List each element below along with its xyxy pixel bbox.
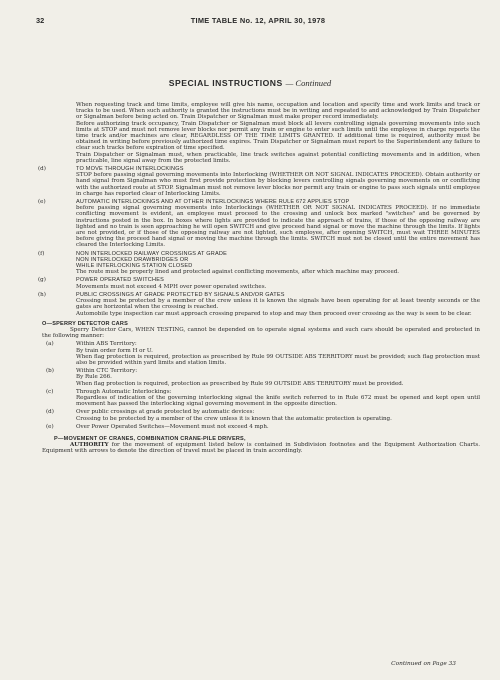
- intro-paragraph: When requesting track and time limits, employee will give his name, occupation and location and specify time and work limits and track or tracks to be used. When such authority is granted the instructions must be in writing and repeated to and acknowledged by Train Dispatcher or Signalman before being acted on. Train Dispatcher or Signalman must make proper record immediately.: [76, 102, 480, 121]
- sperry-sub-b: [42, 368, 480, 387]
- sub-label: (d): [46, 409, 54, 416]
- item-text: Crossing must be protected by a member of the crew unless it is known the signals have been operating for at least twenty seconds or the gates are horizontal when the crossing is reached.: [76, 298, 480, 311]
- item-heading: NON INTERLOCKED RAILWAY CROSSINGS AT GRADE: [76, 250, 228, 257]
- timetable-title: TIME TABLE No. 12, APRIL 30, 1978: [190, 16, 326, 25]
- sub-line: Regardless of indication of the governing interlocking signal the knife switch referred to in Rule 672 must be opened and kept open until movement has passed the interlocking signal governing movement in the opposite direction.: [76, 394, 480, 408]
- running-header: [36, 16, 480, 28]
- sperry-sub-a: [42, 341, 480, 366]
- intro-paragraph: Before authorizing track occupancy, Train Dispatcher or Signalman must block all levers controlling signals governing movements into such limits at STOP and must not remove lever blocks nor permit any train or engine to enter such limits until the employee in charge reports the time track and/or machines are clear, REGARDLESS OF THE TIME LIMITS GRANTED. If additional time is required, authority must be obtained in writing before previously authorized time expires. Train Dispatcher or Signalman must report to the Superintendent any failure to clear such tracks before expiration of time specified.: [76, 120, 480, 152]
- sub-label: (c): [46, 388, 54, 395]
- item-heading: TO MOVE THROUGH INTERLOCKINGS: [76, 166, 184, 173]
- authority-lead: AUTHORITY: [70, 442, 109, 449]
- item-text: before passing signal governing movements into Interlockings (WHETHER OR NOT SIGNAL INDICATES PROCEED). If no immediate conflicting movement is evident, an employee must proceed to the crossing and unlock box marked "switches" and be governed by instructions posted in the box. In boxes where lights are provided to indicate the approach of trains, if those of the opposing railway are lighted and no train is seen approaching he will open SWITCH and give proceed hand signal or move the machine through the limits. If lights are not provided, or if those of the opposing railway are not lighted, such employee, after opening SWITCH, must wait THREE MINUTES before giving the proceed hand signal or moving the machine through the limits. SWITCH must not be closed until the entire movement has cleared the Interlocking Limits.: [76, 205, 480, 249]
- sperry-sub-e: [42, 424, 480, 430]
- sub-line: By Rule 266.: [76, 374, 112, 381]
- page-title: [0, 78, 500, 88]
- sub-line: When flag protection is required, protection as prescribed by Rule 99 OUTSIDE ABS TERRITORY must be provided.: [76, 380, 404, 387]
- instruction-item-g: [38, 277, 480, 290]
- sub-line: By train order form H or U.: [76, 347, 153, 354]
- item-heading: WHILE INTERLOCKING STATION CLOSED: [76, 263, 193, 270]
- sub-line: Crossing to be protected by a member of the crew unless it is known that the automatic protection is operating.: [76, 415, 392, 422]
- section-text: [42, 442, 480, 454]
- authority-text: for the movement of equipment listed below is contained in Subdivision footnotes and the Equipment Authorization Charts. Equipment with arrows to denote the direction of travel must be placed in train accordingly.: [42, 442, 480, 455]
- item-text: Movements must not exceed 4 MPH over power operated switches.: [76, 283, 267, 290]
- instruction-item-e: [38, 199, 480, 249]
- item-heading: AUTOMATIC INTERLOCKINGS AND AT OTHER INTERLOCKINGS WHERE RULE 672 APPLIES STOP: [76, 199, 350, 206]
- sub-line: Over Power Operated Switches—Movement must not exceed 4 mph.: [76, 423, 269, 430]
- sub-line: Within ABS Territory:: [76, 341, 137, 348]
- item-text: STOP before passing signal governing movements into Interlocking (WHETHER OR NOT SIGNAL INDICATES PROCEED). Obtain authority or hand signal from Signalman who must first provide protection by blocking levers controlling signals governing movements on or conflicting with the authorized route at STOP. Signalman must not remove lever blocks nor permit any train or engine to pass such signals until employee in charge has reported clear of Interlocking Limits.: [76, 172, 480, 197]
- sub-line: Within CTC Territory:: [76, 368, 138, 375]
- item-label: (e): [38, 199, 46, 206]
- section-text: Sperry Detector Cars, WHEN TESTING, cannot be depended on to operate signal systems and such cars should be operated and protected in the following manner:: [42, 326, 480, 340]
- title-main: SPECIAL INSTRUCTIONS: [168, 78, 283, 88]
- sub-line: Through Automatic Interlockings:: [76, 388, 172, 395]
- sub-line: Over public crossings at grade protected by automatic devices:: [76, 409, 255, 416]
- sub-label: (a): [46, 341, 54, 348]
- item-heading: PUBLIC CROSSINGS AT GRADE PROTECTED BY SIGNALS AND/OR GATES: [76, 291, 285, 298]
- sub-line: When flag protection is required, protection as prescribed by Rule 99 OUTSIDE ABS TERRITORY must be provided; such flag protection must also be provided within yard limits and station limits.: [76, 353, 480, 366]
- sub-label: (e): [46, 423, 54, 430]
- sperry-sub-d: [42, 409, 480, 421]
- instruction-item-h: [38, 291, 480, 317]
- item-label: (g): [38, 277, 46, 284]
- item-label: (h): [38, 291, 46, 298]
- title-continued: — Continued: [285, 78, 332, 88]
- section-heading-sperry: O—SPERRY DETECTOR CARS: [42, 320, 128, 327]
- item-label: (d): [38, 166, 46, 173]
- item-heading: NON INTERLOCKED DRAWBRIDGES OR: [76, 256, 189, 263]
- intro-paragraph: Train Dispatcher or Signalman must, when practicable, line track switches against potential conflicting movements and in addition, when practicable, line signal away from the protected limits.: [76, 151, 480, 164]
- instructions-body: [38, 102, 480, 455]
- sperry-sub-c: [42, 389, 480, 408]
- section-heading-cranes: P—MOVEMENT OF CRANES, COMBINATION CRANE-PILE DRIVERS,: [54, 435, 246, 442]
- item-text: The route must be properly lined and protected against conflicting movements, after which machine may proceed.: [76, 269, 400, 276]
- continued-note: Continued on Page 33: [391, 661, 456, 667]
- sub-label: (b): [46, 368, 54, 375]
- item-text: Automobile type inspection car must approach crossing prepared to stop and may then proceed over crossing as the way is seen to be clear.: [76, 310, 472, 317]
- item-label: (f): [38, 250, 45, 257]
- page-number: 32: [36, 16, 45, 25]
- instruction-item-d: [38, 166, 480, 197]
- item-heading: POWER OPERATED SWITCHES: [76, 277, 165, 284]
- instruction-item-f: [38, 250, 480, 276]
